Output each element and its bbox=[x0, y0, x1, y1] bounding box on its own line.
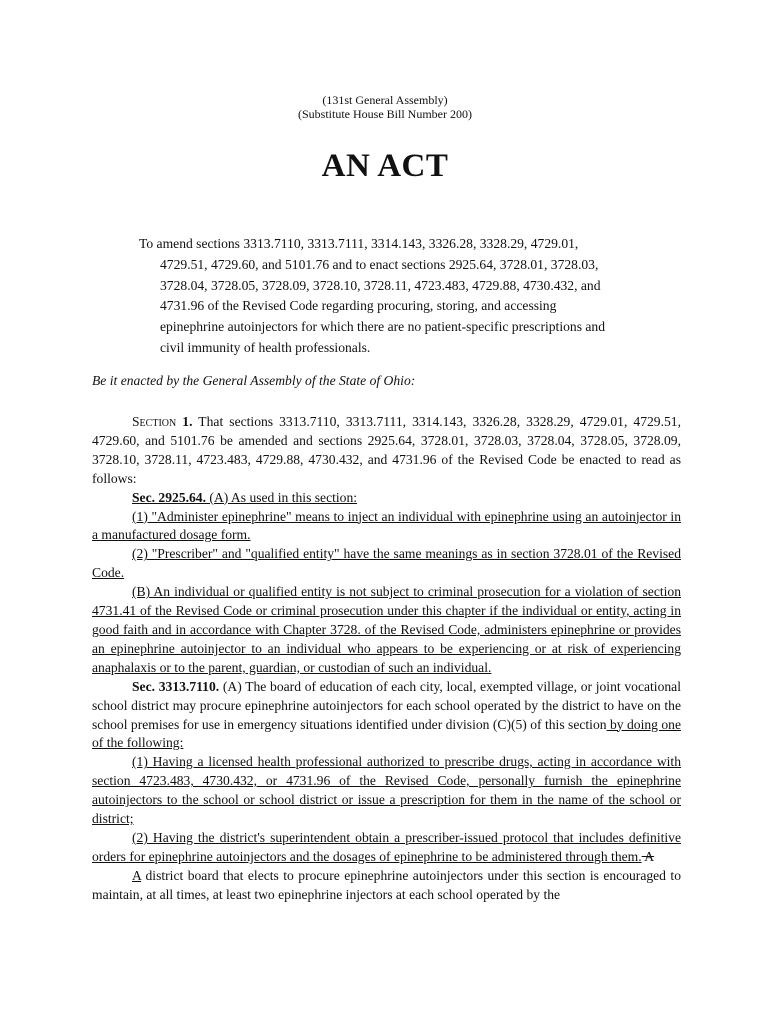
sec-3313-7110-a2-paragraph bbox=[92, 829, 681, 867]
sec-3313-7110-struck-text: A bbox=[641, 848, 655, 864]
act-title: AN ACT bbox=[321, 148, 449, 184]
sec-2925-64-b-paragraph bbox=[92, 583, 681, 678]
sec-2925-64-a2: (2) "Prescriber" and "qualified entity" have the same meanings as in section 3728.01 of the Revised Code. bbox=[92, 546, 681, 581]
sec-3313-7110-a: (A) The board of education of each city, local, exempted village, or joint vocational school district may procure epinephrine autoinjectors for each school operated by the district to have on the school premises for use in emergency situations identified under division (C)(5) of this section bbox=[92, 678, 681, 732]
intro-line: To amend sections 3313.7110, 3313.7111, 3314.143, 3326.28, 3328.29, 4729.01, bbox=[139, 236, 579, 251]
sec-3313-7110-paragraph bbox=[92, 678, 681, 754]
sec-2925-64-a1: (1) "Administer epinephrine" means to inject an individual with epinephrine using an autoinjector in a manufactured dosage form. bbox=[92, 508, 681, 543]
section-number: 1. bbox=[176, 414, 193, 429]
sec-3313-7110-next-paragraph bbox=[92, 867, 681, 905]
sec-2925-64-a2-paragraph bbox=[92, 545, 681, 583]
section-1-paragraph bbox=[92, 413, 681, 489]
sec-2925-64-heading: Sec. 2925.64. bbox=[132, 489, 207, 505]
sec-2925-64-heading-paragraph bbox=[92, 489, 681, 508]
sec-3313-7110-heading: Sec. 3313.7110. bbox=[132, 678, 220, 694]
sec-2925-64-b: (B) An individual or qualified entity is not subject to criminal prosecution for a violation of section 4731.41 of the Revised Code or criminal prosecution under this chapter if the individual or entity, acting in good faith and in accordance with Chapter 3728. of the Revised Code, administers epinephrine or provides an epinephrine autoinjector to an individual who appears to be experiencing or at risk of experiencing anaphalaxis or to the parent, guardian, or custodian of such an individual. bbox=[92, 584, 681, 675]
section-1-text: That sections 3313.7110, 3313.7111, 3314.143, 3326.28, 3328.29, 4729.01, 4729.51, 4729.60, and 5101.76 be amended and sections 2925.64, 3728.01, 3728.03, 3728.04, 3728.05, 3728.09, 3728.10, 3728.11, 4723.483, 4729.88, 4730.432, and 4731.96 of the Revised Code be enacted to read as follows: bbox=[92, 414, 681, 486]
sec-2925-64-a: (A) As used in this section: bbox=[206, 489, 358, 505]
sec-2925-64-a1-paragraph bbox=[92, 508, 681, 546]
intro-line: epinephrine autoinjectors for which there are no patient-specific prescriptions and bbox=[160, 319, 606, 335]
act-title-paragraph bbox=[139, 234, 635, 359]
intro-line: 4731.96 of the Revised Code regarding procuring, storing, and accessing bbox=[160, 298, 557, 314]
bill-body bbox=[92, 413, 681, 905]
sec-3313-7110-next-text: district board that elects to procure epinephrine autoinjectors under this section is encouraged to maintain, at all times, at least two epinephrine injectors at each school operated by the bbox=[92, 867, 681, 902]
intro-line: 3728.04, 3728.05, 3728.09, 3728.10, 3728.11, 4723.483, 4729.88, 4730.432, and bbox=[160, 277, 601, 293]
sec-3313-7110-a1-paragraph bbox=[92, 753, 681, 829]
bill-number-header: (Substitute House Bill Number 200) bbox=[298, 107, 472, 121]
sec-3313-7110-a1: (1) Having a licensed health professional authorized to prescribe drugs, acting in accordance with section 4723.483, 4730.432, or 4731.96 of the Revised Code, personally furnish the epinephrine autoinjectors to the school or school district or issue a prescription for them in the name of the school or district; bbox=[92, 754, 681, 827]
assembly-header: (131st General Assembly) bbox=[322, 93, 448, 107]
sec-3313-7110-a2: (2) Having the district's superintendent obtain a prescriber-issued protocol that includes definitive orders for epinephrine autoinjectors and the dosages of epinephrine to be administered through them. bbox=[92, 829, 681, 864]
intro-line: 4729.51, 4729.60, and 5101.76 and to enact sections 2925.64, 3728.01, 3728.03, bbox=[160, 256, 599, 272]
sec-3313-7110-inserted-a: A bbox=[132, 867, 142, 883]
sec-3313-7110-a-inserted: by doing one of the following: bbox=[92, 716, 681, 751]
intro-line: civil immunity of health professionals. bbox=[160, 339, 371, 355]
section-label: Section bbox=[132, 414, 177, 429]
enacting-clause: Be it enacted by the General Assembly of the State of Ohio: bbox=[92, 373, 416, 388]
